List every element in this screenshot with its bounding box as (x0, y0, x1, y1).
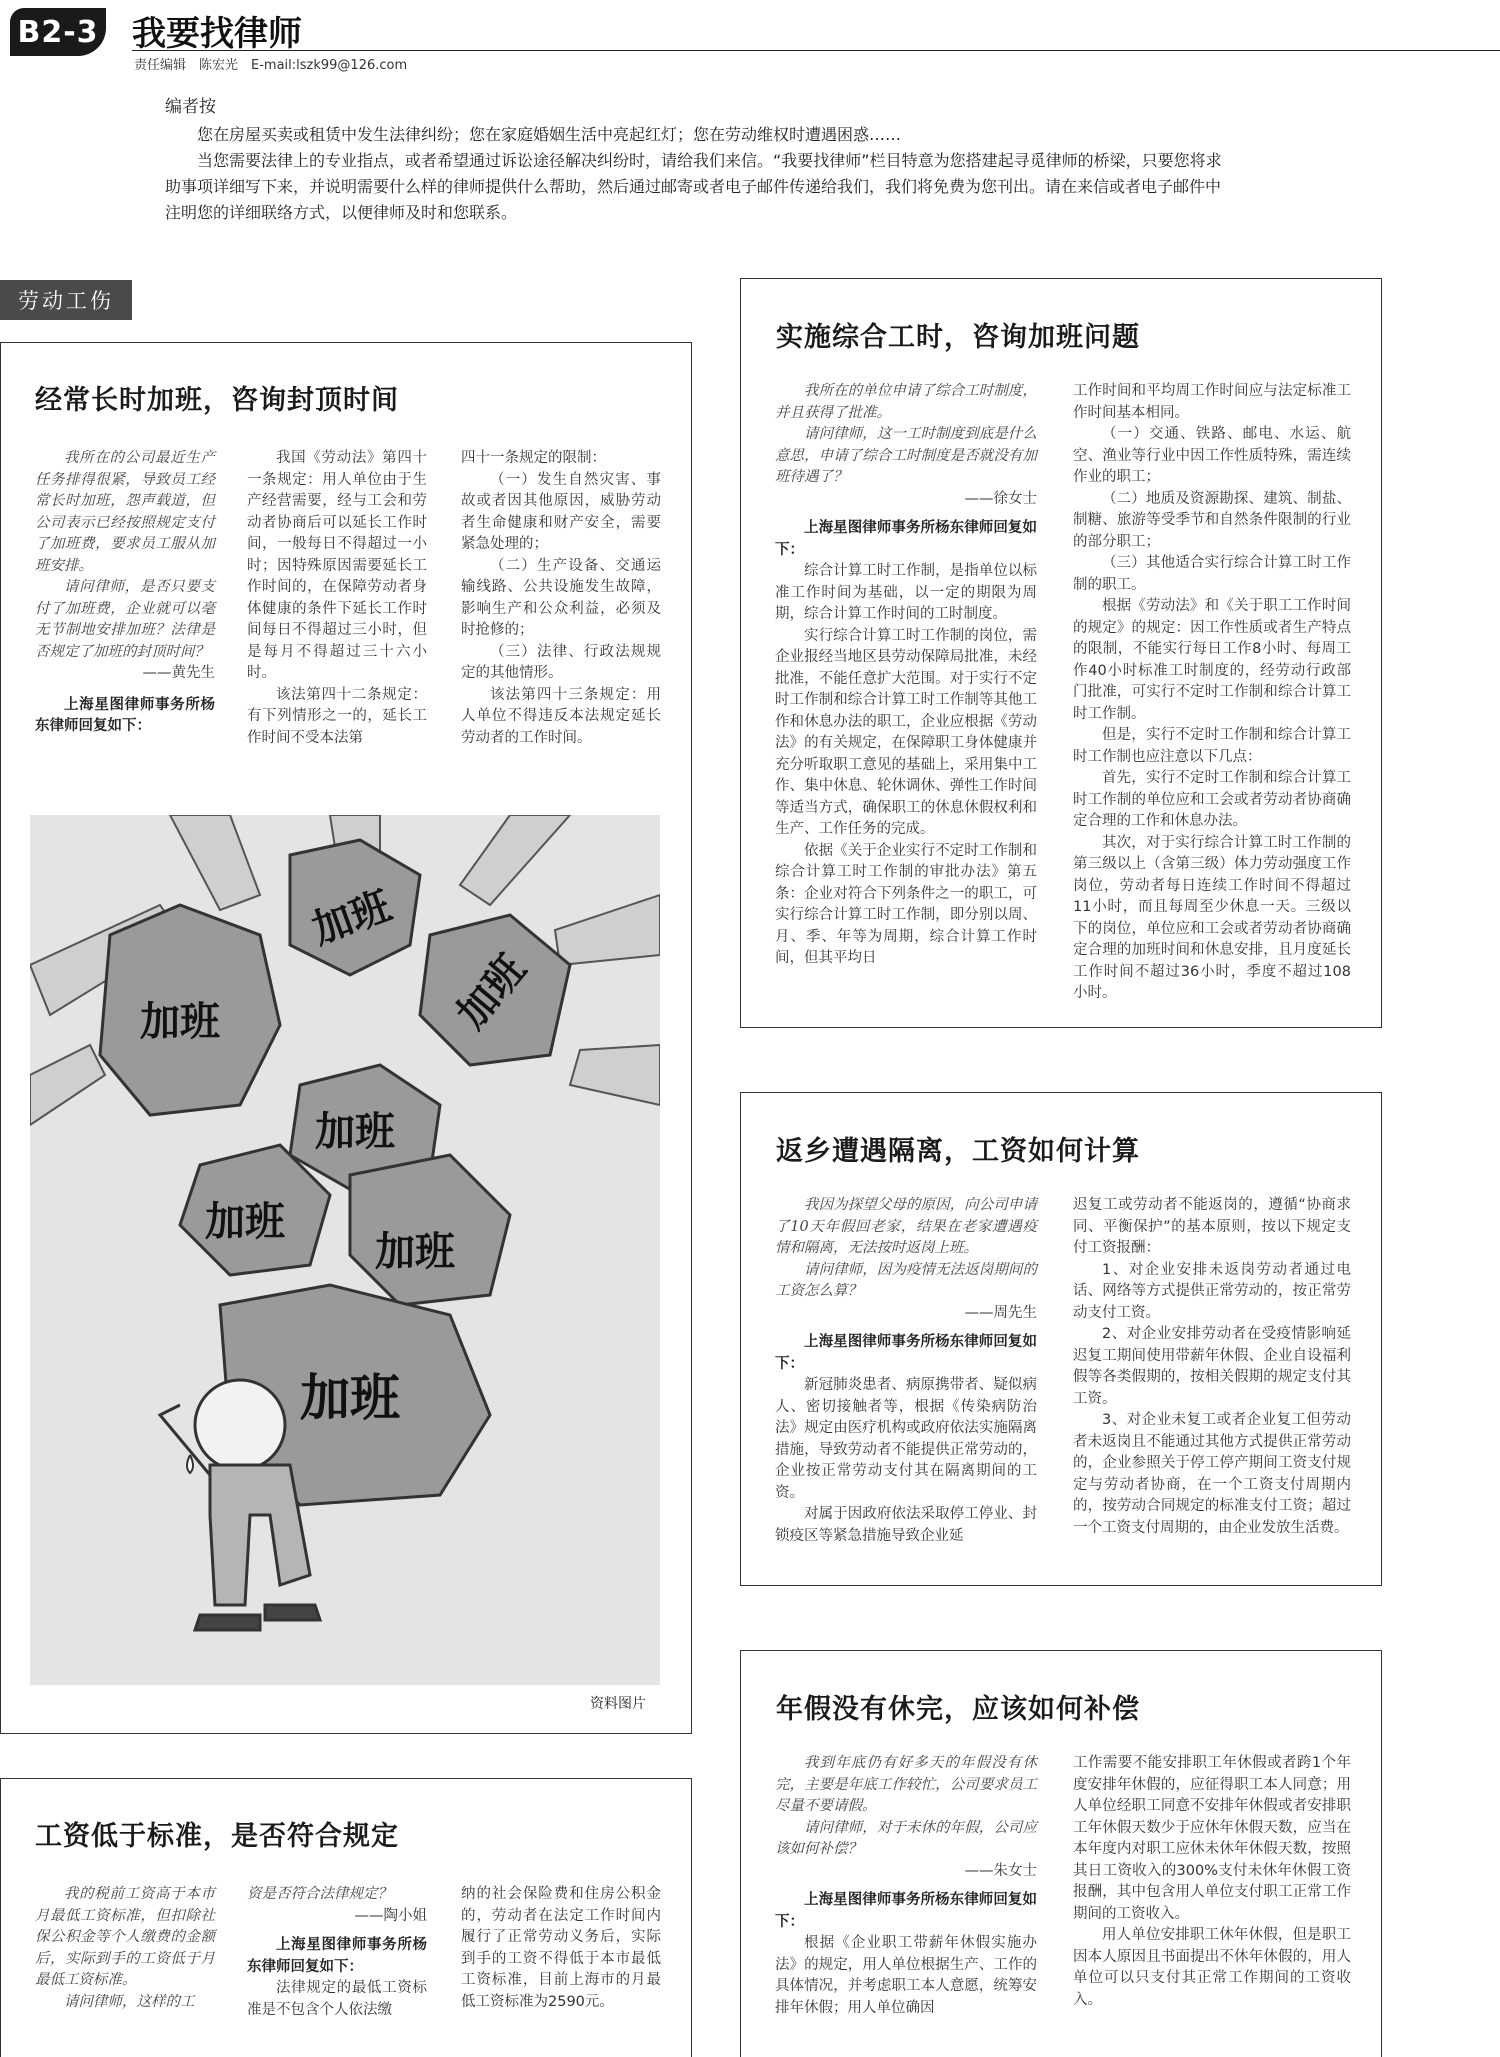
article-column (247, 448, 427, 749)
article-column (247, 1884, 427, 2021)
answer-paragraph: （一）发生自然灾害、事故或者因其他原因，威胁劳动者生命健康和财产安全，需要紧急处理的； (461, 471, 661, 552)
article-title: 经常长时加班，咨询封顶时间 (35, 385, 399, 416)
article-wage-below-standard (0, 1778, 692, 2057)
article-comprehensive-hours (740, 278, 1382, 1028)
article-title: 年假没有休完，应该如何补偿 (776, 1694, 1140, 1725)
question-text: 请问律师，这一工时制度到底是什么意思，申请了综合工时制度是否就没有加班待遇了？ (775, 426, 1037, 485)
reader-signature: ——黄先生 (142, 665, 215, 681)
answer-paragraph: 实行综合计算工时工作制的岗位，需企业报经当地区县劳动保障局批准，未经批准，不能任意扩大范围。对于实行不定时工作制和综合计算工时工作制等其他工作和休息办法的职工，企业应根据《劳动法》的有关规定，在保障职工身体健康并充分听取职工意见的基础上，采用集中工作、集中休息、轮休调休、弹性工作时间等适当方式，确保职工的休息休假权利和生产、工作任务的完成。 (775, 627, 1037, 837)
article-quarantine-wages (740, 1092, 1382, 1586)
answer-paragraph: 2、对企业安排劳动者在受疫情影响延迟复工期间使用带薪年休假、企业自设福利假等各类假期的，按相关假期的规定支付其工资。 (1073, 1326, 1351, 1407)
answer-paragraph: 根据《劳动法》和《关于职工工作时间的规定》的规定：因工作性质或者生产特点的限制，不能实行每日工作8小时、每周工作40小时标准工时制度的，经劳动行政部门批准，可实行不定时工作制和综合计算工时工作制。 (1073, 598, 1351, 722)
editor-note-body (165, 122, 1225, 226)
editor-credit: 责任编辑 陈宏光 E-mail:lszk99@126.com (134, 58, 408, 73)
question-text: 请问律师，对于未休的年假，公司应该如何补偿？ (775, 1819, 1037, 1857)
answer-paragraph: 该法第四十三条规定：用人单位不得违反本法规定延长劳动者的工作时间。 (461, 686, 661, 746)
article-column (35, 1884, 215, 2013)
question-text: 请问律师，因为疫情无法返岗期间的工资怎么算？ (775, 1261, 1037, 1299)
answer-paragraph: 但是，实行不定时工作制和综合计算工时工作制也应注意以下几点： (1073, 727, 1351, 765)
lawyer-reply-heading: 上海星图律师事务所杨东律师回复如下： (775, 1892, 1037, 1930)
article-title: 返乡遭遇隔离，工资如何计算 (776, 1136, 1140, 1167)
answer-paragraph: 迟复工或劳动者不能返岗的，遵循“协商求同、平衡保护”的基本原则，按以下规定支付工资报酬： (1073, 1197, 1351, 1256)
masthead-rule (132, 50, 1500, 51)
answer-paragraph: 依据《关于企业实行不定时工作制和综合计算工时工作制的审批办法》第五条：企业对符合下列条件之一的职工，可实行综合计算工时工作制，即分别以周、月、季、年等为周期，综合计算工作时间，但其平均日 (775, 842, 1037, 966)
article-column (1073, 1753, 1351, 2011)
rock-label: 加班 (306, 882, 398, 954)
rock-label: 加班 (315, 1109, 395, 1155)
rock-label: 加班 (375, 1229, 455, 1275)
answer-paragraph: 1、对企业安排未返岗劳动者通过电话、网络等方式提供正常劳动的，按正常劳动支付工资。 (1073, 1261, 1351, 1321)
answer-paragraph: （一）交通、铁路、邮电、水运、航空、渔业等行业中因工作性质特殊，需连续作业的职工； (1073, 426, 1351, 485)
editor-note-heading: 编者按 (165, 97, 216, 117)
lawyer-reply-heading: 上海星图律师事务所杨东律师回复如下： (35, 696, 215, 734)
question-text: 请问律师，这样的工 (64, 1993, 195, 2010)
question-text: 我所在的公司最近生产任务排得很紧，导致员工经常长时加班，怨声载道，但公司表示已经按照规定支付了加班费，要求员工服从加班安排。 (35, 450, 215, 574)
rock-label: 加班 (205, 1199, 285, 1245)
reader-signature: ——陶小姐 (354, 1907, 427, 1924)
answer-paragraph: 新冠肺炎患者、病原携带者、疑似病人、密切接触者等，根据《传染病防治法》规定由医疗机构或政府依法实施隔离措施，导致劳动者不能提供正常劳动的，企业按正常劳动支付其在隔离期间的工资。 (775, 1377, 1037, 1501)
article-column (461, 1884, 661, 2013)
article-column (35, 448, 215, 738)
editor-note-paragraph: 您在房屋买卖或租赁中发生法律纠纷；您在家庭婚姻生活中亮起红灯；您在劳动维权时遭遇困惑…… (197, 125, 902, 144)
article-column (775, 381, 1037, 970)
answer-paragraph: （三）其他适合实行综合计算工时工作制的职工。 (1073, 555, 1351, 593)
answer-paragraph: （二）生产设备、交通运输线路、公共设施发生故障，影响生产和公众利益，必须及时抢修的； (461, 557, 661, 638)
answer-paragraph: 我国《劳动法》第四十一条规定：用人单位由于生产经营需要，经与工会和劳动者协商后可以延长工作时间，一般每日不得超过一小时；因特殊原因需要延长工作时间的，在保障劳动者身体健康的条件下延长工作时间每日不得超过三小时，但是每月不得超过三十六小时。 (247, 450, 427, 681)
article-column (775, 1195, 1037, 1547)
rock-label: 加班 (140, 999, 220, 1045)
article-column (1073, 1195, 1351, 1539)
article-annual-leave (740, 1650, 1382, 2057)
rock-label: 加班 (300, 1369, 400, 1427)
rock-label: 加班 (448, 946, 536, 1038)
question-text: 我因为探望父母的原因，向公司申请了10天年假回老家，结果在老家遭遇疫情和隔离，无法按时返岗上班。 (775, 1197, 1037, 1256)
lawyer-reply-heading: 上海星图律师事务所杨东律师回复如下： (775, 1334, 1037, 1372)
article-column (461, 448, 661, 749)
answer-paragraph: 用人单位安排职工休年休假，但是职工因本人原因且书面提出不休年休假的，用人单位可以只支付其正常工作期间的工资收入。 (1073, 1927, 1351, 2008)
answer-paragraph: 首先，实行不定时工作制和综合计算工时工作制的单位应和工会或者劳动者协商确定合理的工作和休息办法。 (1073, 770, 1351, 829)
answer-paragraph: 综合计算工时工作制，是指单位以标准工作时间为基础，以一定的期限为周期，综合计算工作时间的工时制度。 (775, 563, 1037, 622)
question-text: 我到年底仍有好多天的年假没有休完，主要是年底工作较忙，公司要求员工尽量不要请假。 (775, 1755, 1037, 1814)
cartoon-worker-carrying-overtime-rocks-icon (30, 815, 660, 1685)
answer-paragraph: 3、对企业未复工或者企业复工但劳动者未返岗且不能通过其他方式提供正常劳动的，企业参照关于停工停产期间工资支付规定与劳动者协商，在一个工资支付周期内的，按劳动合同规定的标准支付工资；超过一个工资支付周期的，由企业发放生活费。 (1073, 1412, 1351, 1536)
answer-paragraph: （二）地质及资源勘探、建筑、制盐、制糖、旅游等受季节和自然条件限制的行业的部分职工； (1073, 490, 1351, 550)
answer-paragraph: 工作时间和平均周工作时间应与法定标准工作时间基本相同。 (1073, 383, 1351, 421)
answer-paragraph: 四十一条规定的限制： (461, 450, 606, 466)
article-title: 实施综合工时，咨询加班问题 (776, 322, 1140, 353)
article-column (1073, 381, 1351, 1005)
answer-paragraph: 根据《企业职工带薪年休假实施办法》的规定，用人单位根据生产、工作的具体情况，并考虑职工本人意愿，统筹安排年休假；用人单位确因 (775, 1935, 1037, 2016)
answer-paragraph: 该法第四十二条规定：有下列情形之一的，延长工作时间不受本法第 (247, 686, 427, 746)
answer-paragraph: 其次，对于实行综合计算工时工作制的第三级以上（含第三级）体力劳动强度工作岗位，劳动者每日连续工作时间不得超过11小时，而且每周至少休息一天。三级以下的岗位，单位应和工会或者劳动者协商确定合理的加班时间和休息安排，且月度延长工作时间不超过36小时，季度不超过108小时。 (1073, 834, 1351, 1001)
answer-paragraph: 法律规定的最低工资标准是不包含个人依法缴 (247, 1980, 427, 2018)
answer-paragraph: （三）法律、行政法规规定的其他情形。 (461, 643, 661, 681)
editor-note-paragraph: 当您需要法律上的专业指点，或者希望通过诉讼途径解决纠纷时，请给我们来信。“我要找律师”栏目特意为您搭建起寻觅律师的桥梁，只要您将求助事项详细写下来，并说明需要什么样的律师提供什么帮助，然后通过邮寄或者电子邮件传递给我们，我们将免费为您刊出。请在来信或者电子邮件中注明您的详细联络方式，以便律师及时和您联系。 (165, 151, 1222, 222)
reader-signature: ——徐女士 (964, 490, 1037, 507)
answer-paragraph: 对属于因政府依法采取停工停业、封锁疫区等紧急措施导致企业延 (775, 1506, 1037, 1544)
lawyer-reply-heading: 上海星图律师事务所杨东律师回复如下： (247, 1937, 427, 1975)
lawyer-reply-heading: 上海星图律师事务所杨东律师回复如下： (775, 520, 1037, 558)
answer-paragraph: 工作需要不能安排职工年休假或者跨1个年度安排年休假的，应征得职工本人同意；用人单位经职工同意不安排年休假或者安排职工年休假天数少于应休年休假天数，应当在本年度内对职工应休未休年休假天数，按照其日工资收入的300%支付未休年休假工资报酬，其中包含用人单位支付职工正常工作期间的工资收入。 (1073, 1755, 1351, 1922)
answer-paragraph: 纳的社会保险费和住房公积金的，劳动者在法定工作时间内履行了正常劳动义务后，实际到手的工资不得低于本市最低工资标准，目前上海市的月最低工资标准为2590元。 (461, 1886, 661, 2010)
page-title: 我要找律师 (132, 14, 302, 54)
question-text: 请问律师，是否只要支付了加班费，企业就可以毫无节制地安排加班？法律是否规定了加班的封顶时间？ (35, 579, 215, 660)
reader-signature: ——周先生 (964, 1304, 1037, 1321)
overtime-cartoon-image (30, 815, 660, 1685)
section-tab: 劳动工伤 (0, 280, 132, 320)
page-number-badge: B2-3 (10, 8, 106, 56)
reader-signature: ——朱女士 (964, 1862, 1037, 1879)
question-text: 我的税前工资高于本市月最低工资标准，但扣除社保公积金等个人缴费的金额后，实际到手的工资低于月最低工资标准。 (35, 1886, 215, 1988)
image-caption: 资料图片 (590, 1696, 646, 1712)
question-text: 资是否符合法律规定？ (247, 1886, 392, 1902)
question-text: 我所在的单位申请了综合工时制度，并且获得了批准。 (775, 383, 1037, 421)
article-title: 工资低于标准，是否符合规定 (35, 1821, 399, 1852)
article-column (775, 1753, 1037, 2019)
